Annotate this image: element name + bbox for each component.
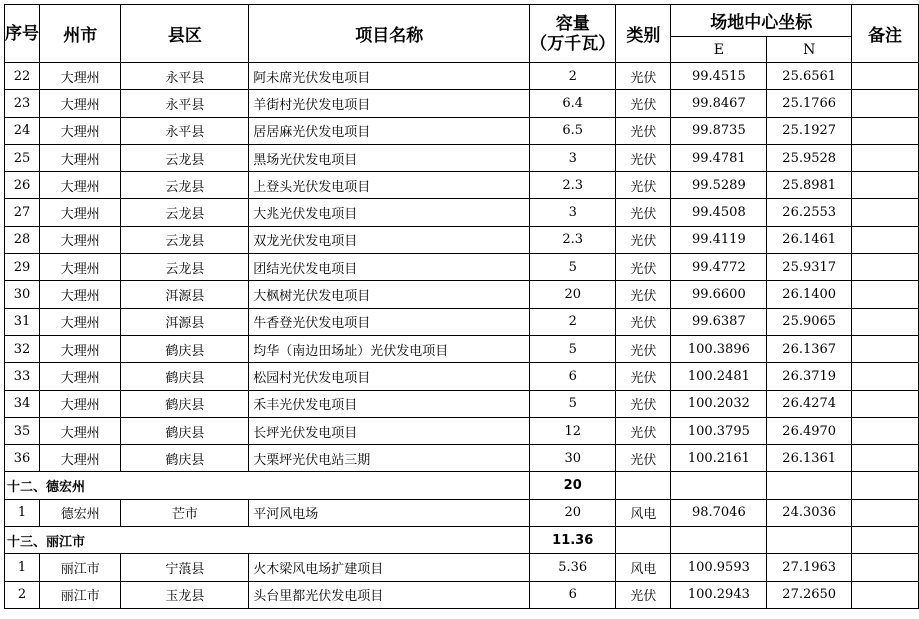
cell-n: 24.3036 [767,499,852,526]
cell-e: 99.4772 [671,254,767,281]
table-row [5,90,919,117]
cell-county: 永平县 [121,117,249,144]
cell-project-name: 禾丰光伏发电项目 [249,390,530,417]
cell-prefecture: 大理州 [40,335,121,362]
cell-project-name: 团结光伏发电项目 [249,254,530,281]
cell-county: 鹤庆县 [121,417,249,444]
cell-remark [852,445,919,472]
cell-e: 100.2032 [671,390,767,417]
cell-capacity: 12 [530,417,616,444]
cell-n: 25.1766 [767,90,852,117]
cell-capacity: 3 [530,199,616,226]
section-empty-cell [616,527,671,554]
cell-seq: 1 [5,499,40,526]
cell-category: 光伏 [616,281,671,308]
cell-county: 玉龙县 [121,581,249,608]
section-empty-cell [671,527,767,554]
cell-e: 100.3896 [671,335,767,362]
cell-n: 26.1461 [767,226,852,253]
cell-county: 鹤庆县 [121,390,249,417]
cell-seq: 27 [5,199,40,226]
cell-capacity: 3 [530,144,616,171]
cell-capacity: 5.36 [530,554,616,581]
cell-e: 99.4781 [671,144,767,171]
table-row [5,335,919,362]
table-row [5,390,919,417]
cell-county: 鹤庆县 [121,445,249,472]
cell-project-name: 头台里都光伏发电项目 [249,581,530,608]
cell-remark [852,281,919,308]
table-row [5,144,919,171]
section-empty-cell [767,527,852,554]
cell-n: 25.8981 [767,172,852,199]
cell-remark [852,226,919,253]
cell-capacity: 20 [530,499,616,526]
cell-county: 洱源县 [121,308,249,335]
cell-prefecture: 大理州 [40,281,121,308]
cell-remark [852,417,919,444]
section-title: 十二、德宏州 [5,472,530,499]
cell-category: 光伏 [616,581,671,608]
cell-remark [852,63,919,90]
cell-capacity: 2 [530,63,616,90]
cell-county: 洱源县 [121,281,249,308]
cell-category: 光伏 [616,417,671,444]
header-category: 类别 [616,5,671,63]
cell-prefecture: 丽江市 [40,581,121,608]
cell-county: 云龙县 [121,199,249,226]
cell-county: 鹤庆县 [121,363,249,390]
cell-project-name: 均华（南边田场址）光伏发电项目 [249,335,530,362]
cell-remark [852,254,919,281]
cell-county: 云龙县 [121,144,249,171]
cell-category: 光伏 [616,335,671,362]
section-row [5,472,919,499]
cell-category: 光伏 [616,445,671,472]
cell-seq: 25 [5,144,40,171]
table-row [5,199,919,226]
cell-project-name: 大枫树光伏发电项目 [249,281,530,308]
section-capacity-total: 20 [530,472,616,499]
cell-capacity: 6 [530,581,616,608]
cell-capacity: 6.4 [530,90,616,117]
cell-seq: 26 [5,172,40,199]
cell-prefecture: 大理州 [40,144,121,171]
cell-capacity: 6.5 [530,117,616,144]
cell-project-name: 上登头光伏发电项目 [249,172,530,199]
cell-remark [852,499,919,526]
table-row [5,63,919,90]
cell-capacity: 2.3 [530,172,616,199]
cell-seq: 35 [5,417,40,444]
cell-county: 永平县 [121,63,249,90]
cell-project-name: 牛香登光伏发电项目 [249,308,530,335]
cell-project-name: 双龙光伏发电项目 [249,226,530,253]
cell-e: 100.9593 [671,554,767,581]
cell-e: 100.3795 [671,417,767,444]
section-row [5,527,919,554]
cell-e: 100.2481 [671,363,767,390]
cell-e: 99.5289 [671,172,767,199]
cell-category: 光伏 [616,308,671,335]
cell-category: 光伏 [616,90,671,117]
cell-project-name: 长坪光伏发电项目 [249,417,530,444]
cell-seq: 29 [5,254,40,281]
cell-category: 光伏 [616,390,671,417]
cell-capacity: 20 [530,281,616,308]
cell-n: 26.2553 [767,199,852,226]
cell-category: 光伏 [616,117,671,144]
header-project-name: 项目名称 [249,5,530,63]
table-row [5,499,919,526]
cell-e: 99.4508 [671,199,767,226]
cell-prefecture: 大理州 [40,254,121,281]
cell-capacity: 5 [530,335,616,362]
cell-n: 25.6561 [767,63,852,90]
cell-seq: 34 [5,390,40,417]
cell-prefecture: 大理州 [40,445,121,472]
cell-seq: 31 [5,308,40,335]
table-row [5,172,919,199]
cell-project-name: 大栗坪光伏电站三期 [249,445,530,472]
cell-capacity: 6 [530,363,616,390]
header-capacity-line2: （万千瓦） [530,33,616,54]
cell-capacity: 30 [530,445,616,472]
cell-remark [852,554,919,581]
cell-e: 99.6600 [671,281,767,308]
cell-remark [852,117,919,144]
section-empty-cell [852,527,919,554]
cell-category: 光伏 [616,199,671,226]
cell-seq: 28 [5,226,40,253]
cell-seq: 2 [5,581,40,608]
cell-n: 26.4970 [767,417,852,444]
cell-e: 100.2943 [671,581,767,608]
table-row [5,308,919,335]
cell-e: 98.7046 [671,499,767,526]
cell-category: 光伏 [616,254,671,281]
cell-remark [852,308,919,335]
cell-n: 25.9065 [767,308,852,335]
cell-n: 25.9528 [767,144,852,171]
cell-project-name: 平河风电场 [249,499,530,526]
cell-project-name: 大兆光伏发电项目 [249,199,530,226]
cell-capacity: 2 [530,308,616,335]
table-row [5,417,919,444]
table-row [5,117,919,144]
table-row [5,254,919,281]
cell-project-name: 羊街村光伏发电项目 [249,90,530,117]
cell-county: 宁蒗县 [121,554,249,581]
cell-category: 风电 [616,499,671,526]
cell-seq: 32 [5,335,40,362]
cell-capacity: 2.3 [530,226,616,253]
cell-capacity: 5 [530,390,616,417]
cell-prefecture: 大理州 [40,308,121,335]
cell-seq: 23 [5,90,40,117]
cell-category: 光伏 [616,226,671,253]
cell-n: 27.1963 [767,554,852,581]
cell-seq: 33 [5,363,40,390]
table-row [5,226,919,253]
cell-e: 99.4515 [671,63,767,90]
cell-prefecture: 大理州 [40,417,121,444]
table-body [5,63,919,609]
cell-seq: 1 [5,554,40,581]
cell-prefecture: 大理州 [40,172,121,199]
cell-remark [852,581,919,608]
cell-remark [852,144,919,171]
cell-county: 云龙县 [121,254,249,281]
cell-seq: 24 [5,117,40,144]
cell-category: 光伏 [616,172,671,199]
cell-remark [852,390,919,417]
cell-remark [852,172,919,199]
cell-remark [852,363,919,390]
table-row [5,445,919,472]
table-row [5,281,919,308]
cell-n: 26.1367 [767,335,852,362]
section-title: 十三、丽江市 [5,527,530,554]
header-seq: 序号 [5,5,40,63]
cell-county: 永平县 [121,90,249,117]
cell-n: 26.4274 [767,390,852,417]
cell-prefecture: 大理州 [40,199,121,226]
project-table [4,4,919,609]
table-row [5,581,919,608]
section-empty-cell [616,472,671,499]
cell-prefecture: 大理州 [40,63,121,90]
cell-category: 光伏 [616,63,671,90]
cell-county: 云龙县 [121,226,249,253]
table-row [5,363,919,390]
section-empty-cell [852,472,919,499]
cell-project-name: 火木梁风电场扩建项目 [249,554,530,581]
cell-n: 25.1927 [767,117,852,144]
cell-project-name: 阿未席光伏发电项目 [249,63,530,90]
cell-county: 鹤庆县 [121,335,249,362]
cell-e: 99.6387 [671,308,767,335]
cell-category: 光伏 [616,144,671,171]
header-prefecture: 州市 [40,5,121,63]
cell-remark [852,90,919,117]
cell-category: 风电 [616,554,671,581]
cell-prefecture: 丽江市 [40,554,121,581]
cell-prefecture: 大理州 [40,226,121,253]
cell-n: 26.3719 [767,363,852,390]
cell-prefecture: 大理州 [40,90,121,117]
cell-e: 99.8735 [671,117,767,144]
cell-seq: 22 [5,63,40,90]
cell-project-name: 黑场光伏发电项目 [249,144,530,171]
cell-county: 云龙县 [121,172,249,199]
cell-remark [852,335,919,362]
cell-e: 100.2161 [671,445,767,472]
cell-remark [852,199,919,226]
cell-seq: 30 [5,281,40,308]
cell-n: 26.1400 [767,281,852,308]
cell-e: 99.8467 [671,90,767,117]
cell-capacity: 5 [530,254,616,281]
cell-project-name: 松园村光伏发电项目 [249,363,530,390]
header-capacity [530,5,616,63]
header-n: N [767,37,852,63]
cell-prefecture: 德宏州 [40,499,121,526]
cell-category: 光伏 [616,363,671,390]
section-capacity-total: 11.36 [530,527,616,554]
cell-prefecture: 大理州 [40,390,121,417]
section-empty-cell [671,472,767,499]
header-remark: 备注 [852,5,919,63]
cell-n: 27.2650 [767,581,852,608]
header-coords: 场地中心坐标 [671,5,852,37]
table-row [5,554,919,581]
header-e: E [671,37,767,63]
cell-project-name: 居居麻光伏发电项目 [249,117,530,144]
cell-county: 芒市 [121,499,249,526]
cell-seq: 36 [5,445,40,472]
header-capacity-line1: 容量 [555,13,590,34]
header-county: 县区 [121,5,249,63]
cell-n: 26.1361 [767,445,852,472]
project-table-container [4,4,919,609]
cell-e: 99.4119 [671,226,767,253]
cell-prefecture: 大理州 [40,117,121,144]
cell-n: 25.9317 [767,254,852,281]
section-empty-cell [767,472,852,499]
cell-prefecture: 大理州 [40,363,121,390]
